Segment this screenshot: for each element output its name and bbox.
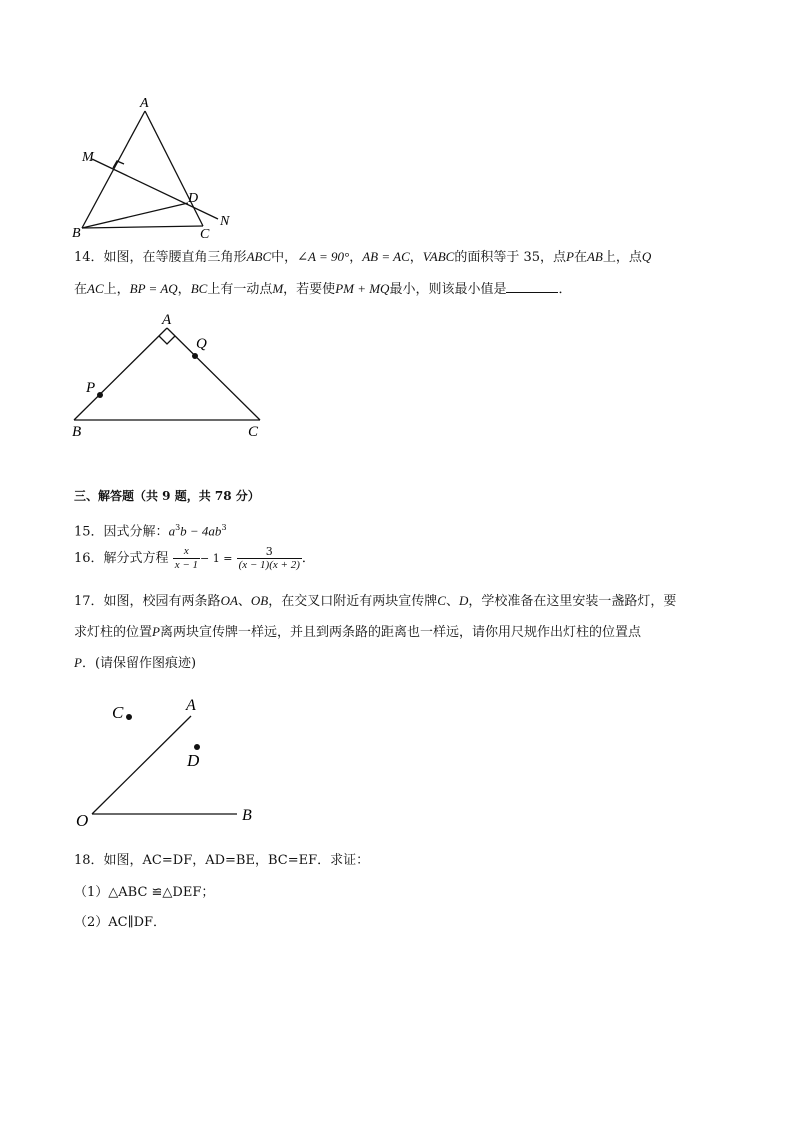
math: P [152,624,160,639]
figure-q13 [70,92,250,242]
text: 如图，校园有两条路 [103,594,221,609]
text: 、 [237,594,251,609]
math: OA [220,593,238,608]
label-c: C [248,424,259,440]
text: ．(请保留作图痕迹) [81,656,197,671]
point-p [97,392,103,398]
text: 在 [74,282,88,297]
fraction-2 [237,545,302,572]
segment-bc [82,226,203,228]
numerator: 3 [265,545,273,558]
label-c: C [200,227,210,242]
text: 解分式方程 [103,551,169,566]
math: BC [190,281,208,296]
text: 上， [103,282,130,297]
text: ， [349,250,363,265]
label-c: C [112,703,124,722]
section-3-title: 三、解答题（共 9 题，共 78 分） [74,489,260,503]
label-d: D [188,191,199,206]
question-16 [74,545,315,573]
math: ABC [246,249,272,264]
question-14-line-2 [74,280,571,299]
text: ． [558,282,572,297]
label-b: B [72,226,81,241]
segment-bd [82,203,188,228]
math: C [437,593,446,608]
question-number: 14． [74,250,104,265]
label-p: P [86,380,96,396]
question-17-line-2 [74,623,641,642]
text: 最小，则该最小值是 [389,282,507,297]
math: Q [641,249,652,264]
figure-q17 [70,690,270,835]
point-d [194,744,200,750]
question-18-part-2: （2）AC∥DF． [74,915,167,930]
text: ，在交叉口附近有两块宣传牌 [268,594,438,609]
denominator: (x − 1)(x + 2) [238,559,300,571]
question-number: 18． [74,853,104,868]
label-n: N [220,214,230,229]
text: ， [409,250,423,265]
road-oa [92,716,191,814]
label-q: Q [196,336,207,352]
question-17-line-3 [74,654,196,673]
text: 如图，在等腰直角三角形 [103,250,247,265]
question-number: 17． [74,594,104,609]
math: PM + MQ [335,281,390,296]
label-a: A [140,96,149,111]
math: ∠A = 90° [297,249,350,264]
exponent: 3 [221,523,227,532]
math: P [566,249,574,264]
text: ，若要使 [283,282,336,297]
segment-ac [145,111,203,226]
question-15 [74,519,227,541]
text: 求灯柱的位置 [74,625,153,640]
question-18-part-1: （1）△ABC ≌△DEF； [74,885,215,900]
segment-ac [167,328,260,420]
label-b: B [72,424,82,440]
point-c [126,714,132,720]
text: ． [301,551,315,566]
point-q [192,353,198,359]
text: 离两块宣传牌一样远，并且到两条路的距离也一样远，请你用尺规作出灯柱的位置点 [159,625,641,640]
math: OB [250,593,269,608]
numerator: x [183,545,189,557]
math: VABC [422,249,455,264]
text: ，学校准备在这里安装一盏路灯，要 [468,594,677,609]
text: 在 [573,250,587,265]
line-mn [92,159,218,219]
fraction-1 [173,545,200,572]
text: 、 [445,594,459,609]
math: b − 4ab [180,523,222,539]
question-17-line-1 [74,592,676,611]
text: 因式分解： [103,524,169,540]
label-o: O [76,811,89,830]
text: − 1 = [200,552,233,565]
label-a: A [162,312,172,328]
label-d: D [187,751,200,770]
figure-q14 [66,308,276,443]
segment-ab [74,328,167,420]
label-m: M [82,150,94,165]
math: BP = AQ [129,281,178,296]
math: a [168,523,176,539]
text: 中， [271,250,298,265]
question-14-line-1 [74,248,651,267]
text: 如图，AC=DF，AD=BE，BC=EF．求证： [103,853,370,868]
exponent: 3 [175,523,181,532]
question-number: 16． [74,551,104,566]
math: AC [87,281,104,296]
question-number: 15． [74,524,104,540]
label-a: A [186,697,196,714]
label-b: B [242,807,252,824]
text: 上，点 [602,250,642,265]
math: M [272,281,284,296]
math: P [74,655,82,670]
answer-blank[interactable] [506,280,558,293]
question-18 [74,852,369,870]
text: ， [177,282,191,297]
denominator: x − 1 [174,559,199,571]
text: 上有一动点 [207,282,273,297]
math: AB = AC [362,249,410,264]
math: D [458,593,469,608]
right-angle-mark [159,336,175,344]
text: 的面积等于 35，点 [454,250,566,265]
math: AB [586,249,603,264]
